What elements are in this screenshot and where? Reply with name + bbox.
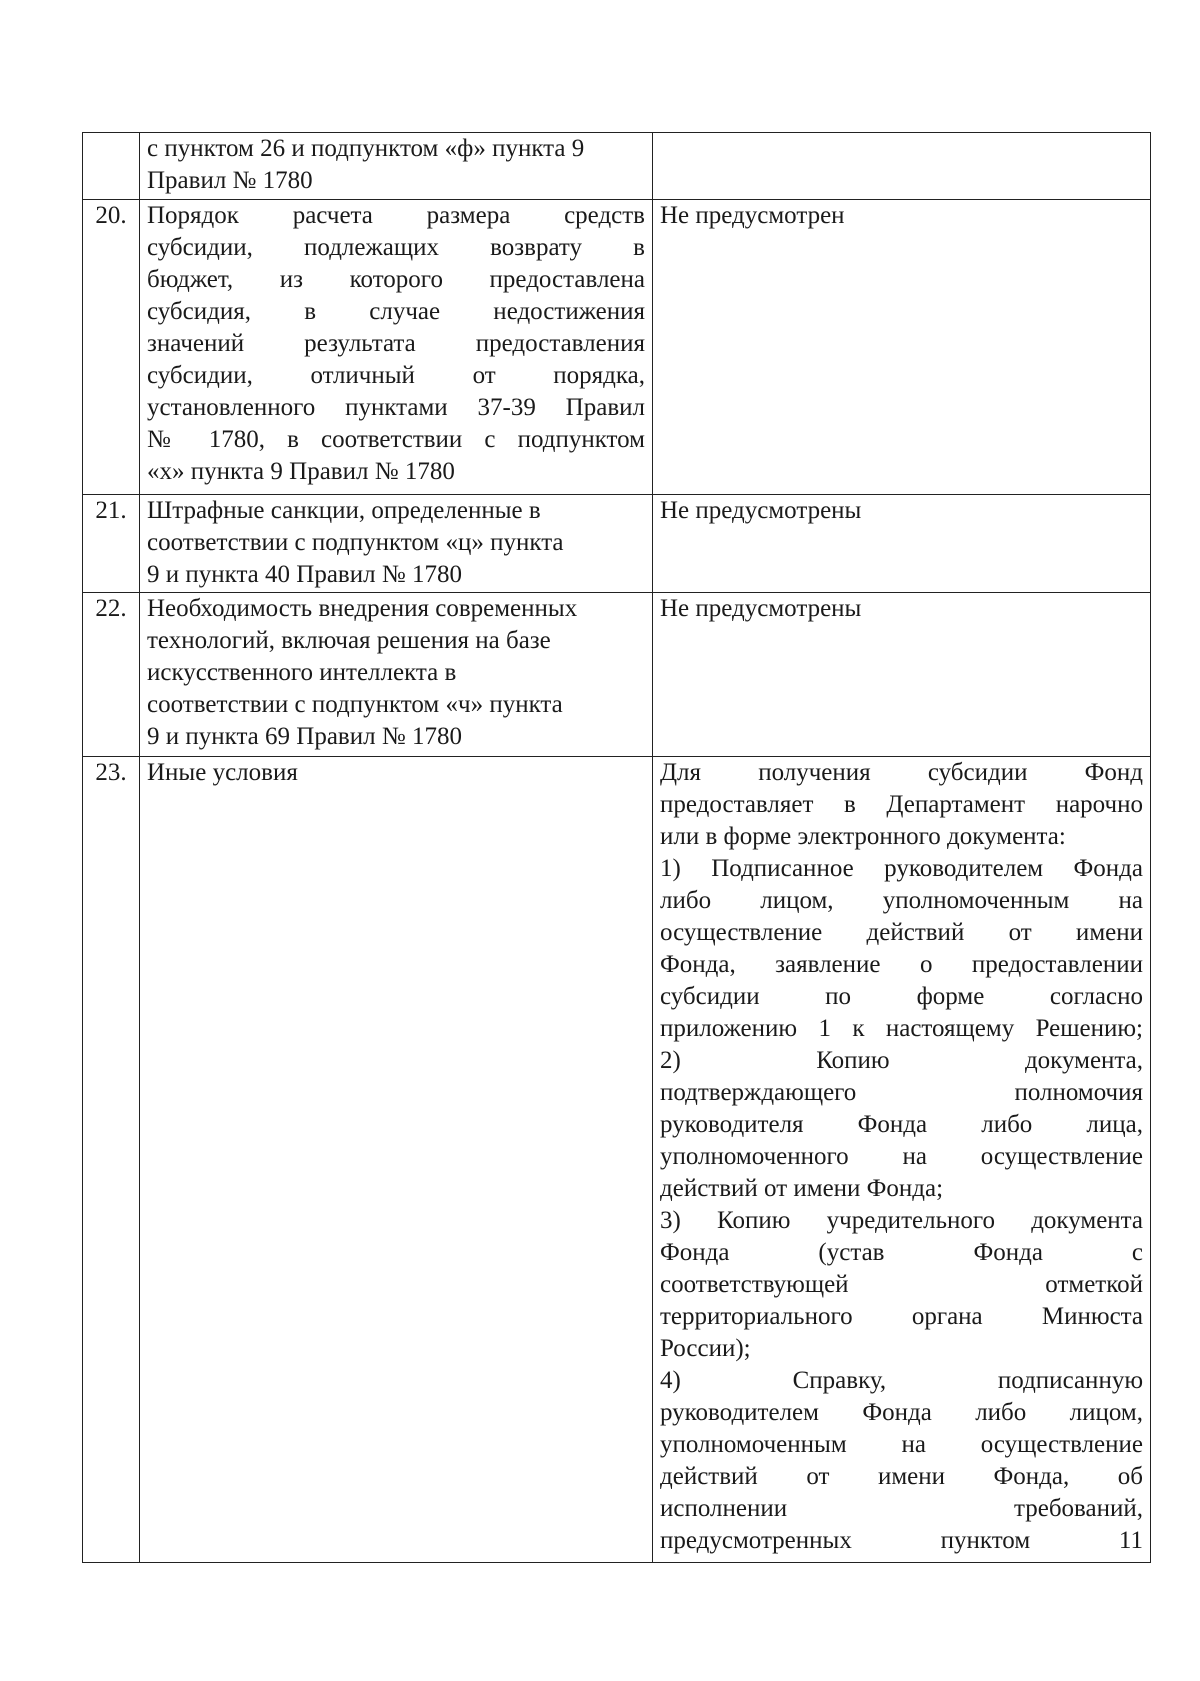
text-line: предоставляет в Департамент нарочно <box>660 791 1143 818</box>
text-line: № 1780, в соответствии с подпунктом <box>147 426 645 453</box>
table-row <box>83 200 1151 495</box>
text-line: значений результата предоставления <box>147 330 645 357</box>
text-line: технологий, включая решения на базе <box>147 627 551 654</box>
text-line: Не предусмотрены <box>660 595 862 622</box>
row-value <box>653 495 1151 593</box>
text-line: России); <box>660 1335 751 1362</box>
text-line: приложению 1 к настоящему Решению; <box>660 1015 1143 1042</box>
text-line: либо лицом, уполномоченным на <box>660 887 1143 914</box>
text-line: Не предусмотрен <box>660 202 845 229</box>
text-line: 3) Копию учредительного документа <box>660 1207 1143 1234</box>
table-row <box>83 495 1151 593</box>
text-line: Для получения субсидии Фонд <box>660 759 1143 786</box>
row-number: 23. <box>83 757 140 1563</box>
table-row <box>83 593 1151 757</box>
text-line: 1) Подписанное руководителем Фонда <box>660 855 1143 882</box>
row-name <box>140 133 653 200</box>
text-line: с пунктом 26 и подпунктом «ф» пункта 9 <box>147 135 585 162</box>
text-line: 2) Копию документа, <box>660 1047 1143 1074</box>
conditions-table <box>82 132 1151 1563</box>
text-line: предусмотренных пунктом 11 <box>660 1527 1143 1554</box>
text-line: искусственного интеллекта в <box>147 659 457 686</box>
text-line: уполномоченного на осуществление <box>660 1143 1143 1170</box>
text-line: «х» пункта 9 Правил № 1780 <box>147 458 455 485</box>
text-line: Не предусмотрены <box>660 497 862 524</box>
text-line: действий от имени Фонда; <box>660 1175 944 1202</box>
text-line: бюджет, из которого предоставлена <box>147 266 645 293</box>
row-value <box>653 133 1151 200</box>
row-name <box>140 495 653 593</box>
row-name <box>140 200 653 495</box>
row-number: 20. <box>83 200 140 495</box>
text-line: соответствии с подпунктом «ч» пункта <box>147 691 563 718</box>
row-name <box>140 593 653 757</box>
text-line: Правил № 1780 <box>147 167 313 194</box>
text-line: исполнении требований, <box>660 1495 1143 1522</box>
text-line: соответствующей отметкой <box>660 1271 1143 1298</box>
text-line: соответствии с подпунктом «ц» пункта <box>147 529 564 556</box>
text-line: руководителя Фонда либо лица, <box>660 1111 1143 1138</box>
text-line: 4) Справку, подписанную <box>660 1367 1143 1394</box>
text-line: или в форме электронного документа: <box>660 823 1066 850</box>
row-number <box>83 133 140 200</box>
row-value <box>653 200 1151 495</box>
text-line: действий от имени Фонда, об <box>660 1463 1143 1490</box>
text-line: 9 и пункта 40 Правил № 1780 <box>147 561 462 588</box>
text-line: субсидии, подлежащих возврату в <box>147 234 645 261</box>
text-line: руководителем Фонда либо лицом, <box>660 1399 1143 1426</box>
text-line: Фонда, заявление о предоставлении <box>660 951 1143 978</box>
row-value <box>653 757 1151 1563</box>
text-line: установленного пунктами 37-39 Правил <box>147 394 645 421</box>
row-number: 22. <box>83 593 140 757</box>
table-row <box>83 757 1151 1563</box>
text-line: Штрафные санкции, определенные в <box>147 497 541 524</box>
text-line: субсидия, в случае недостижения <box>147 298 645 325</box>
row-name <box>140 757 653 1563</box>
text-line: осуществление действий от имени <box>660 919 1143 946</box>
text-line: Порядок расчета размера средств <box>147 202 645 229</box>
row-number: 21. <box>83 495 140 593</box>
text-line: Фонда (устав Фонда с <box>660 1239 1143 1266</box>
text-line: Необходимость внедрения современных <box>147 595 578 622</box>
table-row <box>83 133 1151 200</box>
text-line: Иные условия <box>147 759 298 786</box>
text-line: 9 и пункта 69 Правил № 1780 <box>147 723 462 750</box>
text-line: подтверждающего полномочия <box>660 1079 1143 1106</box>
text-line: субсидии по форме согласно <box>660 983 1143 1010</box>
row-value <box>653 593 1151 757</box>
text-line: территориального органа Минюста <box>660 1303 1143 1330</box>
text-line: уполномоченным на осуществление <box>660 1431 1143 1458</box>
text-line: субсидии, отличный от порядка, <box>147 362 645 389</box>
